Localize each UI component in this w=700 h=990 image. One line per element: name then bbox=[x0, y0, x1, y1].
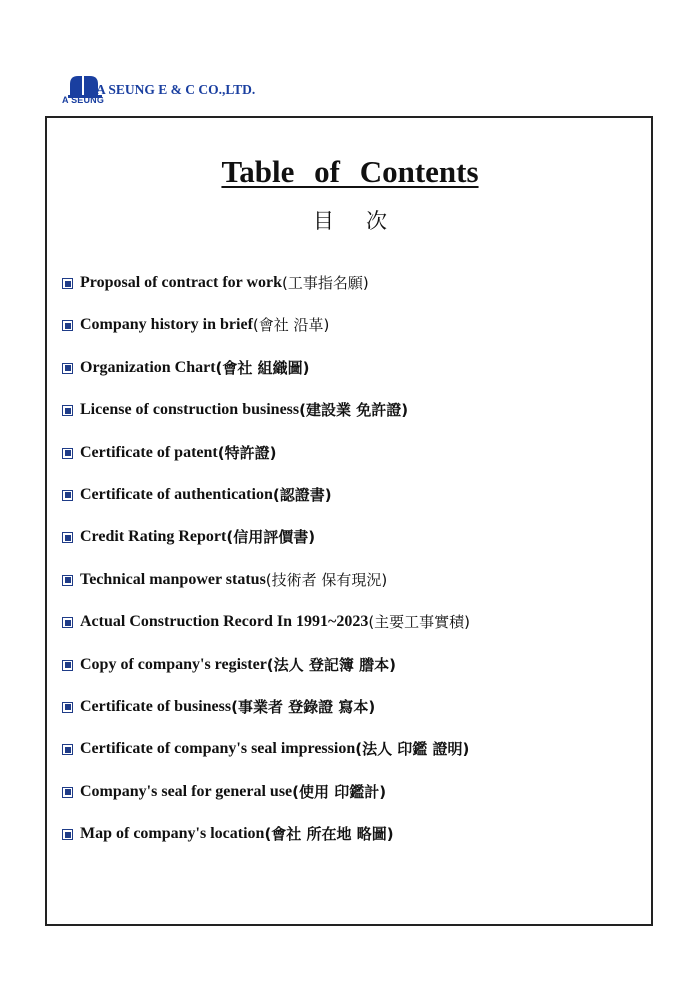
square-bullet-icon bbox=[62, 744, 73, 755]
toc-item-title: Company history in brief bbox=[80, 316, 253, 334]
square-bullet-icon bbox=[62, 405, 73, 416]
toc-item-title: Certificate of business bbox=[80, 697, 232, 715]
square-bullet-icon bbox=[62, 490, 73, 501]
toc-item-title: License of construction business bbox=[80, 401, 300, 419]
toc-item bbox=[62, 358, 642, 400]
toc-item bbox=[62, 824, 642, 866]
toc-item-title: Actual Construction Record In 1991~2023 bbox=[80, 613, 369, 631]
toc-item-hanja: (技術者 保有現況) bbox=[265, 570, 388, 589]
toc-item bbox=[62, 782, 642, 824]
square-bullet-icon bbox=[62, 617, 73, 628]
toc-item bbox=[62, 400, 642, 442]
toc-item-hanja: (認證書) bbox=[272, 485, 332, 504]
toc-item-hanja: (法人 登記簿 謄本) bbox=[266, 655, 396, 674]
page-title bbox=[0, 154, 700, 190]
toc-item-hanja: (法人 印鑑 證明) bbox=[355, 740, 470, 759]
square-bullet-icon bbox=[62, 660, 73, 671]
square-bullet-icon bbox=[62, 702, 73, 713]
toc-item-title: Technical manpower status bbox=[80, 570, 266, 588]
toc-item-hanja: (主要工事實積) bbox=[368, 613, 471, 632]
square-bullet-icon bbox=[62, 532, 73, 543]
toc-item-hanja: (建設業 免許證) bbox=[299, 401, 409, 420]
toc-item bbox=[62, 570, 642, 612]
page-title-text: Table of Contents bbox=[221, 154, 479, 189]
company-name: A SEUNG E & C CO.,LTD. bbox=[96, 82, 256, 97]
toc-item bbox=[62, 485, 642, 527]
toc-item-hanja: (工事指名願) bbox=[282, 274, 369, 292]
toc-item-hanja: (使用 印鑑計) bbox=[292, 782, 387, 801]
toc-item-title: Proposal of contract for work bbox=[80, 274, 283, 291]
toc-item-title: Organization Chart bbox=[80, 358, 216, 376]
square-bullet-icon bbox=[62, 829, 73, 840]
toc-item bbox=[62, 739, 642, 781]
toc-item-title: Company's seal for general use bbox=[80, 782, 293, 800]
toc-item-title: Credit Rating Report bbox=[80, 528, 227, 546]
toc-item-title: Certificate of patent bbox=[80, 443, 218, 461]
toc-item bbox=[62, 273, 642, 315]
toc-item-title: Certificate of company's seal impression bbox=[80, 740, 356, 758]
square-bullet-icon bbox=[62, 278, 73, 289]
company-header bbox=[62, 74, 322, 110]
toc-item bbox=[62, 527, 642, 569]
square-bullet-icon bbox=[62, 363, 73, 374]
toc-item bbox=[62, 697, 642, 739]
toc-item bbox=[62, 612, 642, 654]
toc-item-hanja: (信用評價書) bbox=[226, 528, 316, 547]
square-bullet-icon bbox=[62, 448, 73, 459]
toc-item bbox=[62, 443, 642, 485]
toc-item-title: Map of company's location bbox=[80, 825, 265, 843]
toc-item-hanja: (會社 沿革) bbox=[252, 316, 330, 335]
toc-item-hanja: (會社 組織圖) bbox=[215, 358, 310, 377]
toc-item bbox=[62, 315, 642, 357]
square-bullet-icon bbox=[62, 320, 73, 331]
toc-item-title: Certificate of authentication bbox=[80, 485, 273, 503]
square-bullet-icon bbox=[62, 575, 73, 586]
page-subtitle: 目次 bbox=[313, 209, 419, 233]
square-bullet-icon bbox=[62, 787, 73, 798]
toc-item-hanja: (事業者 登錄證 寫本) bbox=[231, 697, 376, 716]
toc-item bbox=[62, 655, 642, 697]
toc-item-hanja: (特許證) bbox=[217, 443, 277, 462]
toc-item-hanja: (會社 所在地 略圖) bbox=[264, 825, 394, 844]
logo-wordmark: A SEUNG bbox=[62, 95, 105, 105]
table-of-contents-list bbox=[62, 273, 642, 866]
toc-item-title: Copy of company's register bbox=[80, 655, 267, 673]
